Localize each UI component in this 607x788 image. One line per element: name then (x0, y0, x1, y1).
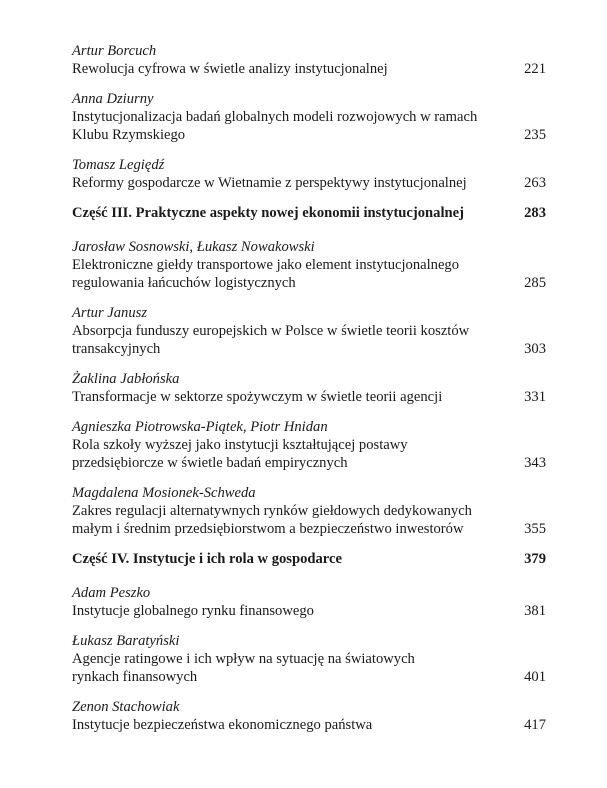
entry-page-number: 303 (524, 341, 546, 357)
toc-entry (72, 156, 546, 192)
entry-title (72, 108, 477, 144)
toc-entry (72, 304, 546, 358)
entry-author: Anna Dziurny (72, 91, 154, 107)
entry-page-number: 331 (524, 389, 546, 405)
entry-page-number: 263 (524, 175, 546, 191)
entry-page-number: 221 (524, 61, 546, 77)
entry-author: Zenon Stachowiak (72, 699, 180, 715)
entry-title-line: Transformacje w sektorze spożywczym w świetle teorii agencji (72, 389, 443, 405)
entry-author: Jarosław Sosnowski, Łukasz Nowakowski (72, 239, 315, 255)
entry-title (72, 174, 467, 192)
part-title: Część III. Praktyczne aspekty nowej ekonomii instytucjonalnej (72, 205, 464, 221)
entry-author: Tomasz Legiędź (72, 157, 165, 173)
entry-author: Magdalena Mosionek-Schweda (72, 485, 256, 501)
entry-page-number: 401 (524, 669, 546, 685)
entry-title-line: Agencje ratingowe i ich wpływ na sytuację na światowych (72, 651, 415, 667)
entry-title-line: Rola szkoły wyższej jako instytucji kształtującej postawy (72, 437, 408, 453)
entry-title (72, 436, 408, 472)
entry-title-line: Absorpcja funduszy europejskich w Polsce w świetle teorii kosztów (72, 323, 470, 339)
entry-title-line: Zakres regulacji alternatywnych rynków giełdowych dedykowanych (72, 503, 472, 519)
entry-title (72, 650, 415, 686)
table-of-contents (72, 42, 546, 746)
entry-author: Łukasz Baratyński (72, 633, 180, 649)
entry-author: Artur Janusz (72, 305, 147, 321)
toc-entry (72, 584, 546, 620)
entry-title-line: Elektroniczne giełdy transportowe jako element instytucjonalnego (72, 257, 460, 273)
entry-title-line: Rewolucja cyfrowa w świetle analizy instytucjonalnej (72, 61, 388, 77)
entry-page-number: 417 (524, 717, 546, 733)
entry-page-number: 355 (524, 521, 546, 537)
toc-entry (72, 484, 546, 538)
entry-title-line: Reformy gospodarcze w Wietnamie z perspektywy instytucjonalnej (72, 175, 467, 191)
entry-title (72, 256, 459, 292)
entry-title (72, 502, 472, 538)
entry-title-line: Instytucje globalnego rynku finansowego (72, 603, 314, 619)
toc-entry (72, 632, 546, 686)
entry-title (72, 60, 388, 78)
entry-author: Agnieszka Piotrowska-Piątek, Piotr Hnidan (72, 419, 328, 435)
toc-entry (72, 90, 546, 144)
entry-page-number: 285 (524, 275, 546, 291)
entry-page-number: 381 (524, 603, 546, 619)
entry-title-line: Klubu Rzymskiego (72, 127, 186, 143)
entry-title-line: Instytucje bezpieczeństwa ekonomicznego państwa (72, 717, 373, 733)
entry-page-number: 235 (524, 127, 546, 143)
entry-title (72, 388, 442, 406)
toc-part-heading (72, 550, 546, 568)
entry-author: Żaklina Jabłońska (72, 371, 180, 387)
part-page-number: 283 (524, 205, 546, 221)
toc-entry (72, 238, 546, 292)
entry-title-line: transakcyjnych (72, 341, 161, 357)
entry-title-line: regulowania łańcuchów logistycznych (72, 275, 296, 291)
toc-entry (72, 42, 546, 78)
entry-author: Adam Peszko (72, 585, 151, 601)
entry-title-line: przedsiębiorcze w świetle badań empirycznych (72, 455, 348, 471)
entry-title (72, 322, 469, 358)
toc-part-heading (72, 204, 546, 222)
part-page-number: 379 (524, 551, 546, 567)
entry-author: Artur Borcuch (72, 43, 157, 59)
toc-entry (72, 698, 546, 734)
entry-title-line: rynkach finansowych (72, 669, 198, 685)
entry-title-line: Instytucjonalizacja badań globalnych modeli rozwojowych w ramach (72, 109, 478, 125)
entry-title-line: małym i średnim przedsiębiorstwom a bezpieczeństwo inwestorów (72, 521, 464, 537)
entry-page-number: 343 (524, 455, 546, 471)
toc-entry (72, 418, 546, 472)
entry-title (72, 716, 372, 734)
entry-title (72, 602, 314, 620)
toc-entry (72, 370, 546, 406)
part-title: Część IV. Instytucje i ich rola w gospodarce (72, 551, 342, 567)
